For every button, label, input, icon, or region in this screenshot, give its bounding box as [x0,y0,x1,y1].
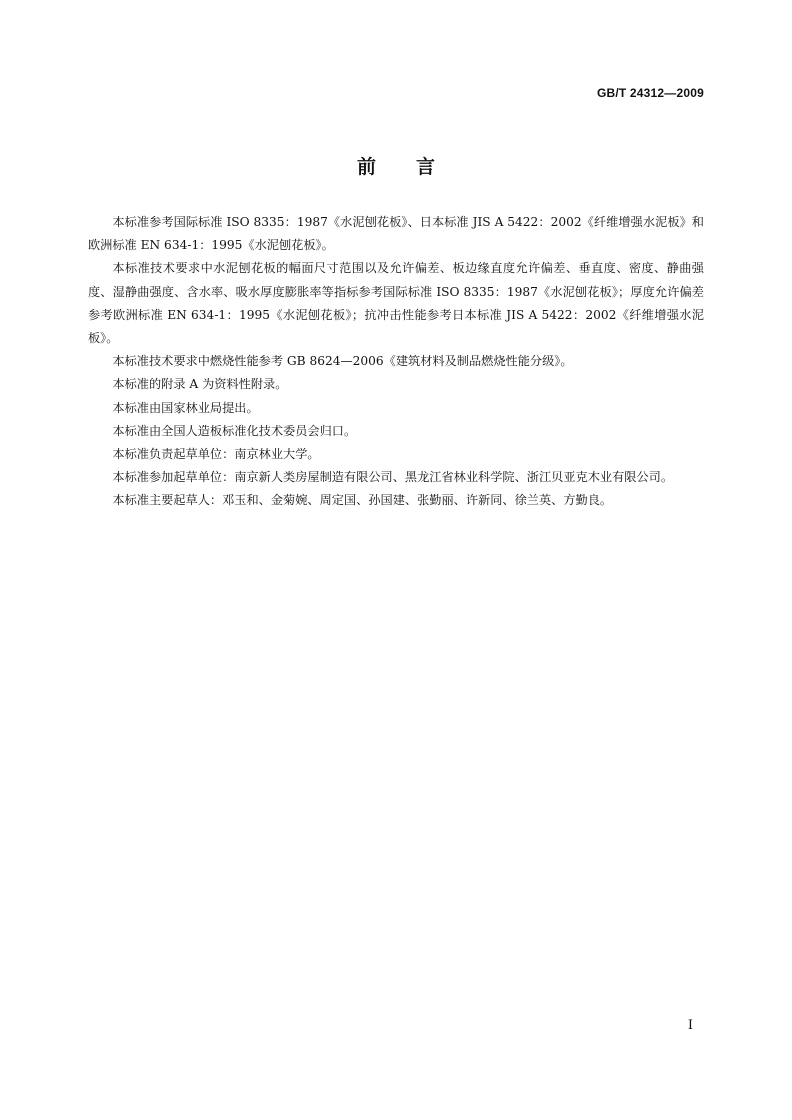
paragraph-lead-drafter: 本标准负责起草单位：南京林业大学。 [112,447,320,462]
paragraph-committee: 本标准由全国人造板标准化技术委员会归口。 [112,423,357,438]
paragraph-participating-drafters: 本标准参加起草单位：南京新人类房屋制造有限公司、黑龙江省林业科学院、浙江贝亚克木业有限公司。 [112,470,674,485]
preface-body [88,211,704,513]
page-number: I [687,1018,693,1033]
standard-code: GB/T 24312—2009 [596,86,704,100]
paragraph-main-drafters: 本标准主要起草人：邓玉和、金菊婉、周定国、孙国建、张勤丽、许新同、徐兰英、方勤良。 [112,493,613,508]
page-title: 前言 [356,156,475,178]
paragraph-technical-requirements: 本标准技术要求中水泥刨花板的幅面尺寸范围以及允许偏差、板边缘直度允许偏差、垂直度、密度、静曲强度、湿静曲强度、含水率、吸水厚度膨胀率等指标参考国际标准 ISO 8335：1987《水泥刨花板》；厚度允许偏差参考欧洲标准 EN 634-1：1995《水泥刨花板》；抗冲击性能参考日本标准 JIS A 5422：2002《纤维增强水泥板》。 [88,261,704,346]
paragraph-proposer: 本标准由国家林业局提出。 [112,400,259,415]
paragraph-combustion: 本标准技术要求中燃烧性能参考 GB 8624—2006《建筑材料及制品燃烧性能分级》。 [112,354,573,369]
paragraph-references: 本标准参考国际标准 ISO 8335：1987《水泥刨花板》、日本标准 JIS A 5422：2002《纤维增强水泥板》和欧洲标准 EN 634-1：1995《水泥刨花板》。 [88,215,704,253]
paragraph-appendix: 本标准的附录 A 为资料性附录。 [112,377,288,392]
